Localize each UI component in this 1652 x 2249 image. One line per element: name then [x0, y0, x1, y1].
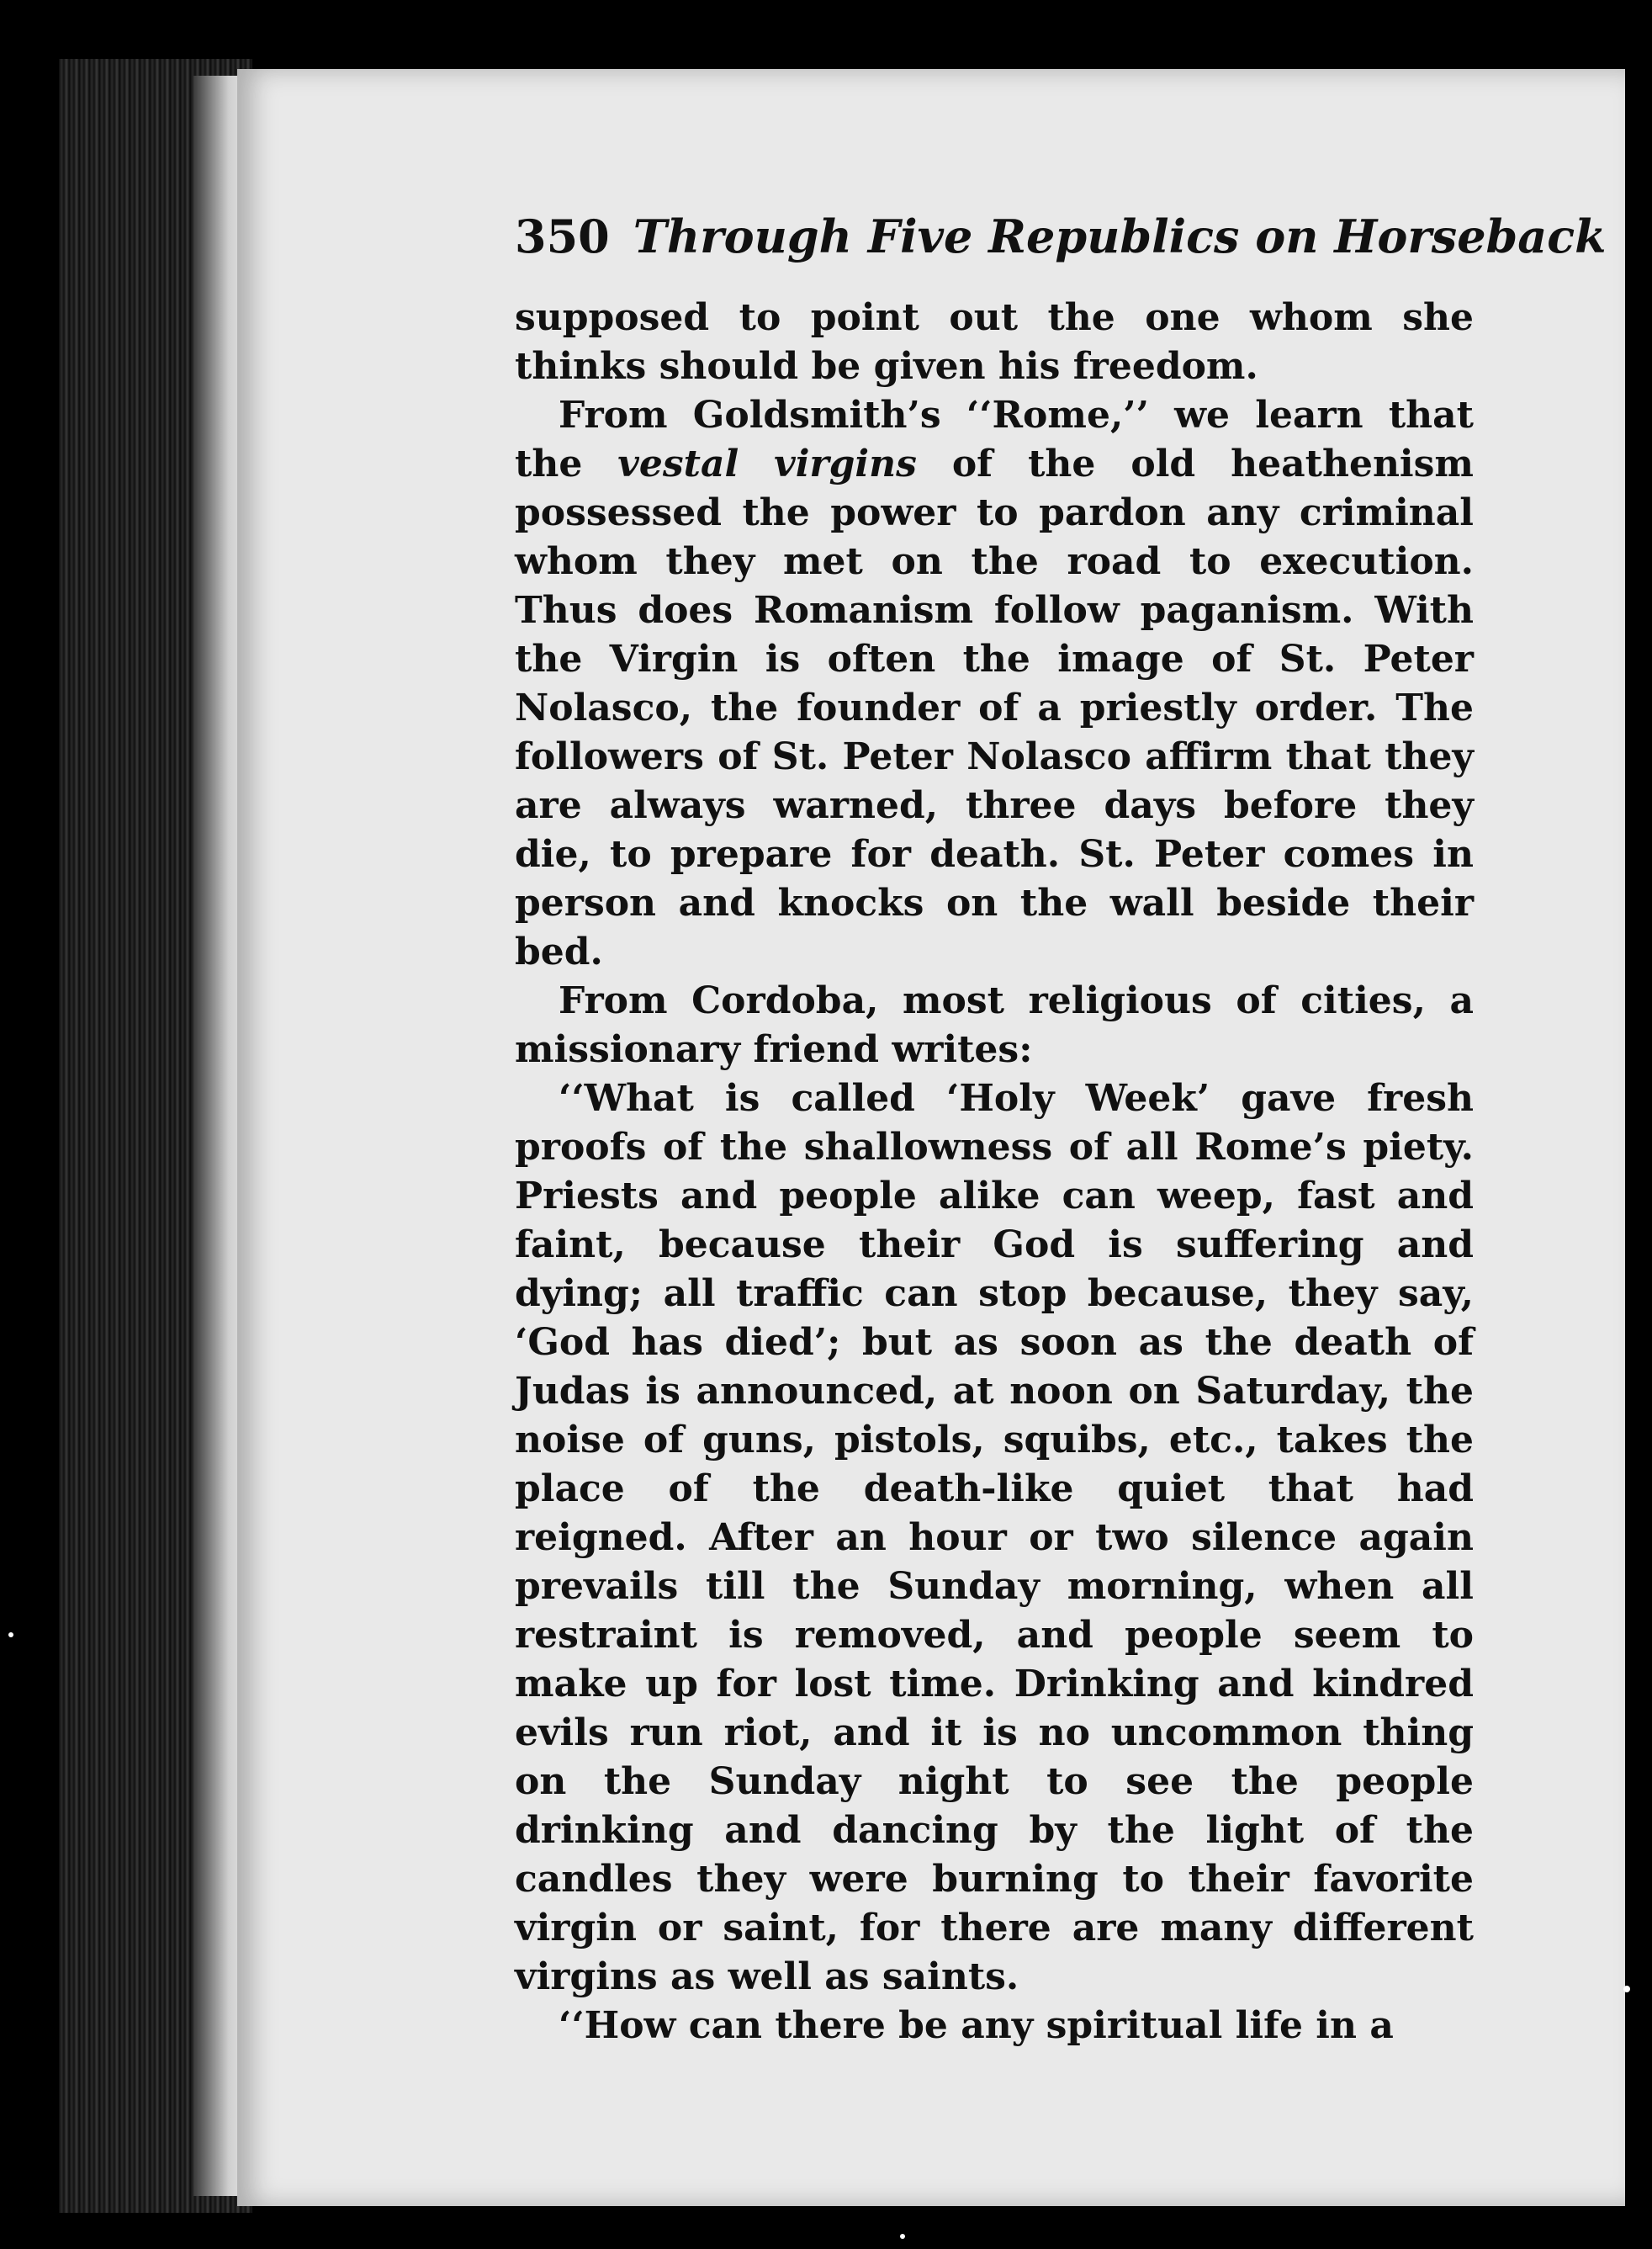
scan-speck	[8, 1632, 13, 1637]
text-segment: of the old heathenism possessed the power to pardon any criminal whom they met on the road to execution. Thus does Romanism follow paganism. With the Virgin is often the image of St. Peter Nolasco, the founder of a priestly order. The followers of St. Peter Nolasco affirm that they are always warned, three days before they die, to prepare for death. St. Peter comes in person and knocks on the wall beside their bed.	[515, 443, 1474, 973]
paragraph	[515, 1074, 1474, 2002]
book-title: Through Five Republics on Horseback	[633, 210, 1607, 263]
paragraph	[515, 294, 1474, 391]
paragraph	[515, 977, 1474, 1074]
body-text	[515, 294, 1474, 2050]
paragraph	[515, 391, 1474, 977]
text-segment: ‘‘How can there be any spiritual life in a	[559, 2004, 1394, 2047]
text-segment: From Cordoba, most religious of cities, a missionary friend writes:	[515, 979, 1474, 1071]
running-head	[515, 210, 1652, 278]
italic-text-segment: vestal virgins	[617, 443, 917, 485]
scan-speck	[900, 2234, 905, 2239]
page-content	[515, 210, 1652, 2050]
paragraph	[515, 2002, 1474, 2050]
scan-speck	[1623, 1986, 1630, 1992]
book-page	[237, 69, 1625, 2206]
text-segment: From Goldsmith’s ‘‘Rome,’’ we learn that the	[515, 394, 1474, 485]
text-segment: supposed to point out the one whom she thinks should be given his freedom.	[515, 296, 1474, 388]
page-number: 350	[515, 210, 610, 263]
text-segment: ‘‘What is called ‘Holy Week’ gave fresh proofs of the shallowness of all Rome’s piety. Priests and people alike can weep, fast and faint, because their God is suffering and dying; all traffic can stop because, they say, ‘God has died’; but as soon as the death of Judas is announced, at noon on Saturday, the noise of guns, pistols, squibs, etc., takes the place of the death-like quiet that had reigned. After an hour or two silence again prevails till the Sunday morning, when all restraint is removed, and people seem to make up for lost time. Drinking and kindred evils run riot, and it is no uncommon thing on the Sunday night to see the people drinking and dancing by the light of the candles they were burning to their favorite virgin or saint, for there are many different virgins as well as saints.	[515, 1077, 1474, 1998]
